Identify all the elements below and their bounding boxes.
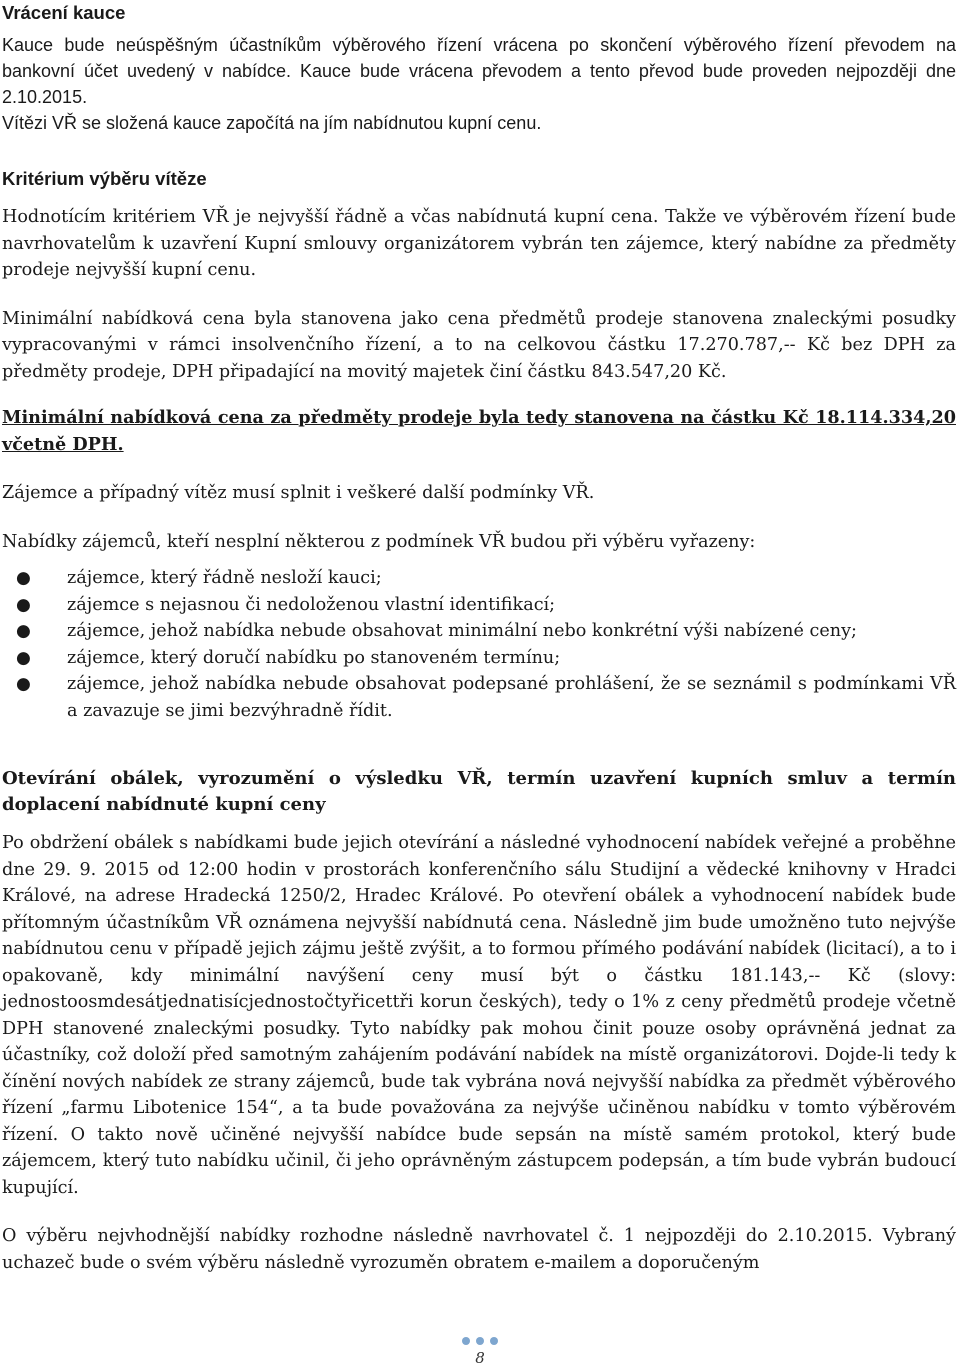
paragraph-envelope-opening: Po obdržení obálek s nabídkami bude jejich otevírání a následné vyhodnocení nabídek veřejné a proběhne dne 29. 9. 2015 od 12:00 hodin v prostorách konferenčního sálu Studijní a vědecké knihovny v Hradci Králové, na adrese Hradecká 1250/2, Hradec Králové. Po otevření obálek a vyhodnocení nabídek bude přítomným účastníkům VŘ oznámena nejvyšší nabídnutá cena. Následně jim bude umožněno tuto nejvýše nabídnutou cenu v případě jejich zájmu ještě zvýšit, a to formou přímého podávání nabídek (licitací), a to i opakovaně, kdy minimální navýšení ceny musí být o částku 181.143,-- Kč (slovy: jednostoosmdesátjednatisícjednostočtyřicettři korun českých), tedy o 1% z ceny předmětů prodeje včetně DPH stanovené znaleckými posudky. Tyto nabídky pak mohou činit pouze osoby oprávněná jednat za účastníky, což doloží před samotným zahájením podávání nabídek na místě organizátorovi. Dojde-li tedy k čínění nových nabídek ze strany zájemců, bude tak vybrána nová nejvyšší nabídka za předmět výběrového řízení „farmu Libotenice 154“, a ta bude považována za nejvýše učiněnou nabídku v tomto výběrovém řízení. O takto nově učiněné nejvyšší nabídce bude sepsán na místě samém protokol, který bude zájemcem, který tuto nabídku učinil, či jeho oprávněným zástupcem podepsán, a tím bude vybrán budoucí kupující.: [2, 833, 956, 1198]
exclusion-list: [2, 565, 956, 724]
bullet-icon: ●: [16, 594, 31, 615]
bullet-icon: ●: [16, 568, 31, 588]
section-heading-envelope-opening: Otevírání obálek, vyrozumění o výsledku VŘ, termín uzavření kupních smluv a termín doplacení nabídnuté kupní ceny: [2, 768, 956, 815]
bullet-icon: ●: [16, 674, 31, 694]
paragraph-minimum-price-total: Minimální nabídková cena za předměty prodeje byla tedy stanovena na částku Kč 18.114.334,20 včetně DPH.: [2, 407, 956, 455]
paragraph-exclusion-intro: Nabídky zájemců, kteří nesplní některou z podmínek VŘ budou při výběru vyřazeny:: [2, 531, 756, 552]
page-footer: [0, 1337, 960, 1367]
list-item: ● zájemce, který řádně nesloží kauci;: [2, 565, 956, 592]
section-heading-deposit-return: Vrácení kauce: [2, 2, 126, 23]
paragraph-winner-selection: O výběru nejvhodnější nabídky rozhodne následně navrhovatel č. 1 nejpozději do 2.10.2015. Vybraný uchazeč bude o svém výběru následně vyrozuměn obratem e-mailem a doporučeným: [2, 1226, 956, 1273]
document-page: [2, 0, 956, 1276]
paragraph-selection-criterion: Hodnotícím kritériem VŘ je nejvyšší řádně a včas nabídnutá kupní cena. Takže ve výběrovém řízení bude navrhovatelům k uzavření Kupní smlouvy organizátorem vybrán ten zájemce, který nabídne za předměty prodeje nejvyšší kupní cenu.: [2, 207, 956, 280]
bullet-icon: ●: [16, 621, 31, 641]
paragraph-deposit-return: Kauce bude neúspěšným účastníkům výběrového řízení vrácena po skončení výběrového řízení převodem na bankovní účet uvedený v nabídce. Kauce bude vrácena převodem a tento převod bude proveden nejpozději dne 2.10.2015.: [2, 35, 956, 107]
page-number: 8: [475, 1349, 485, 1367]
paragraph-minimum-price: Minimální nabídková cena byla stanovena jako cena předmětů prodeje stanovena znaleckými posudky vypracovanými v rámci insolvenčního řízení, a to na celkovou částku 17.270.787,-- Kč bez DPH za předměty prodeje, DPH připadající na movitý majetek činí částku 843.547,20 Kč.: [2, 308, 956, 382]
list-item: ● zájemce, jehož nabídka nebude obsahovat minimální nebo konkrétní výši nabízené ceny;: [2, 618, 956, 645]
bullet-icon: ●: [16, 647, 31, 668]
section-heading-selection-criterion: Kritérium výběru vítěze: [2, 168, 207, 189]
list-item: ● zájemce s nejasnou či nedoloženou vlastní identifikací;: [2, 592, 956, 619]
paragraph-conditions: Zájemce a případný vítěz musí splnit i veškeré další podmínky VŘ.: [2, 483, 595, 503]
list-item: ● zájemce, který doručí nabídku po stanoveném termínu;: [2, 645, 956, 672]
footer-dots-icon: [0, 1337, 960, 1345]
paragraph-deposit-credit: Vítězi VŘ se složená kauce započítá na jím nabídnutou kupní cenu.: [2, 113, 542, 133]
list-item: ● zájemce, jehož nabídka nebude obsahovat podepsané prohlášení, že se seznámil s podmínkami VŘ a zavazuje se jimi bezvýhradně řídit.: [2, 671, 956, 724]
